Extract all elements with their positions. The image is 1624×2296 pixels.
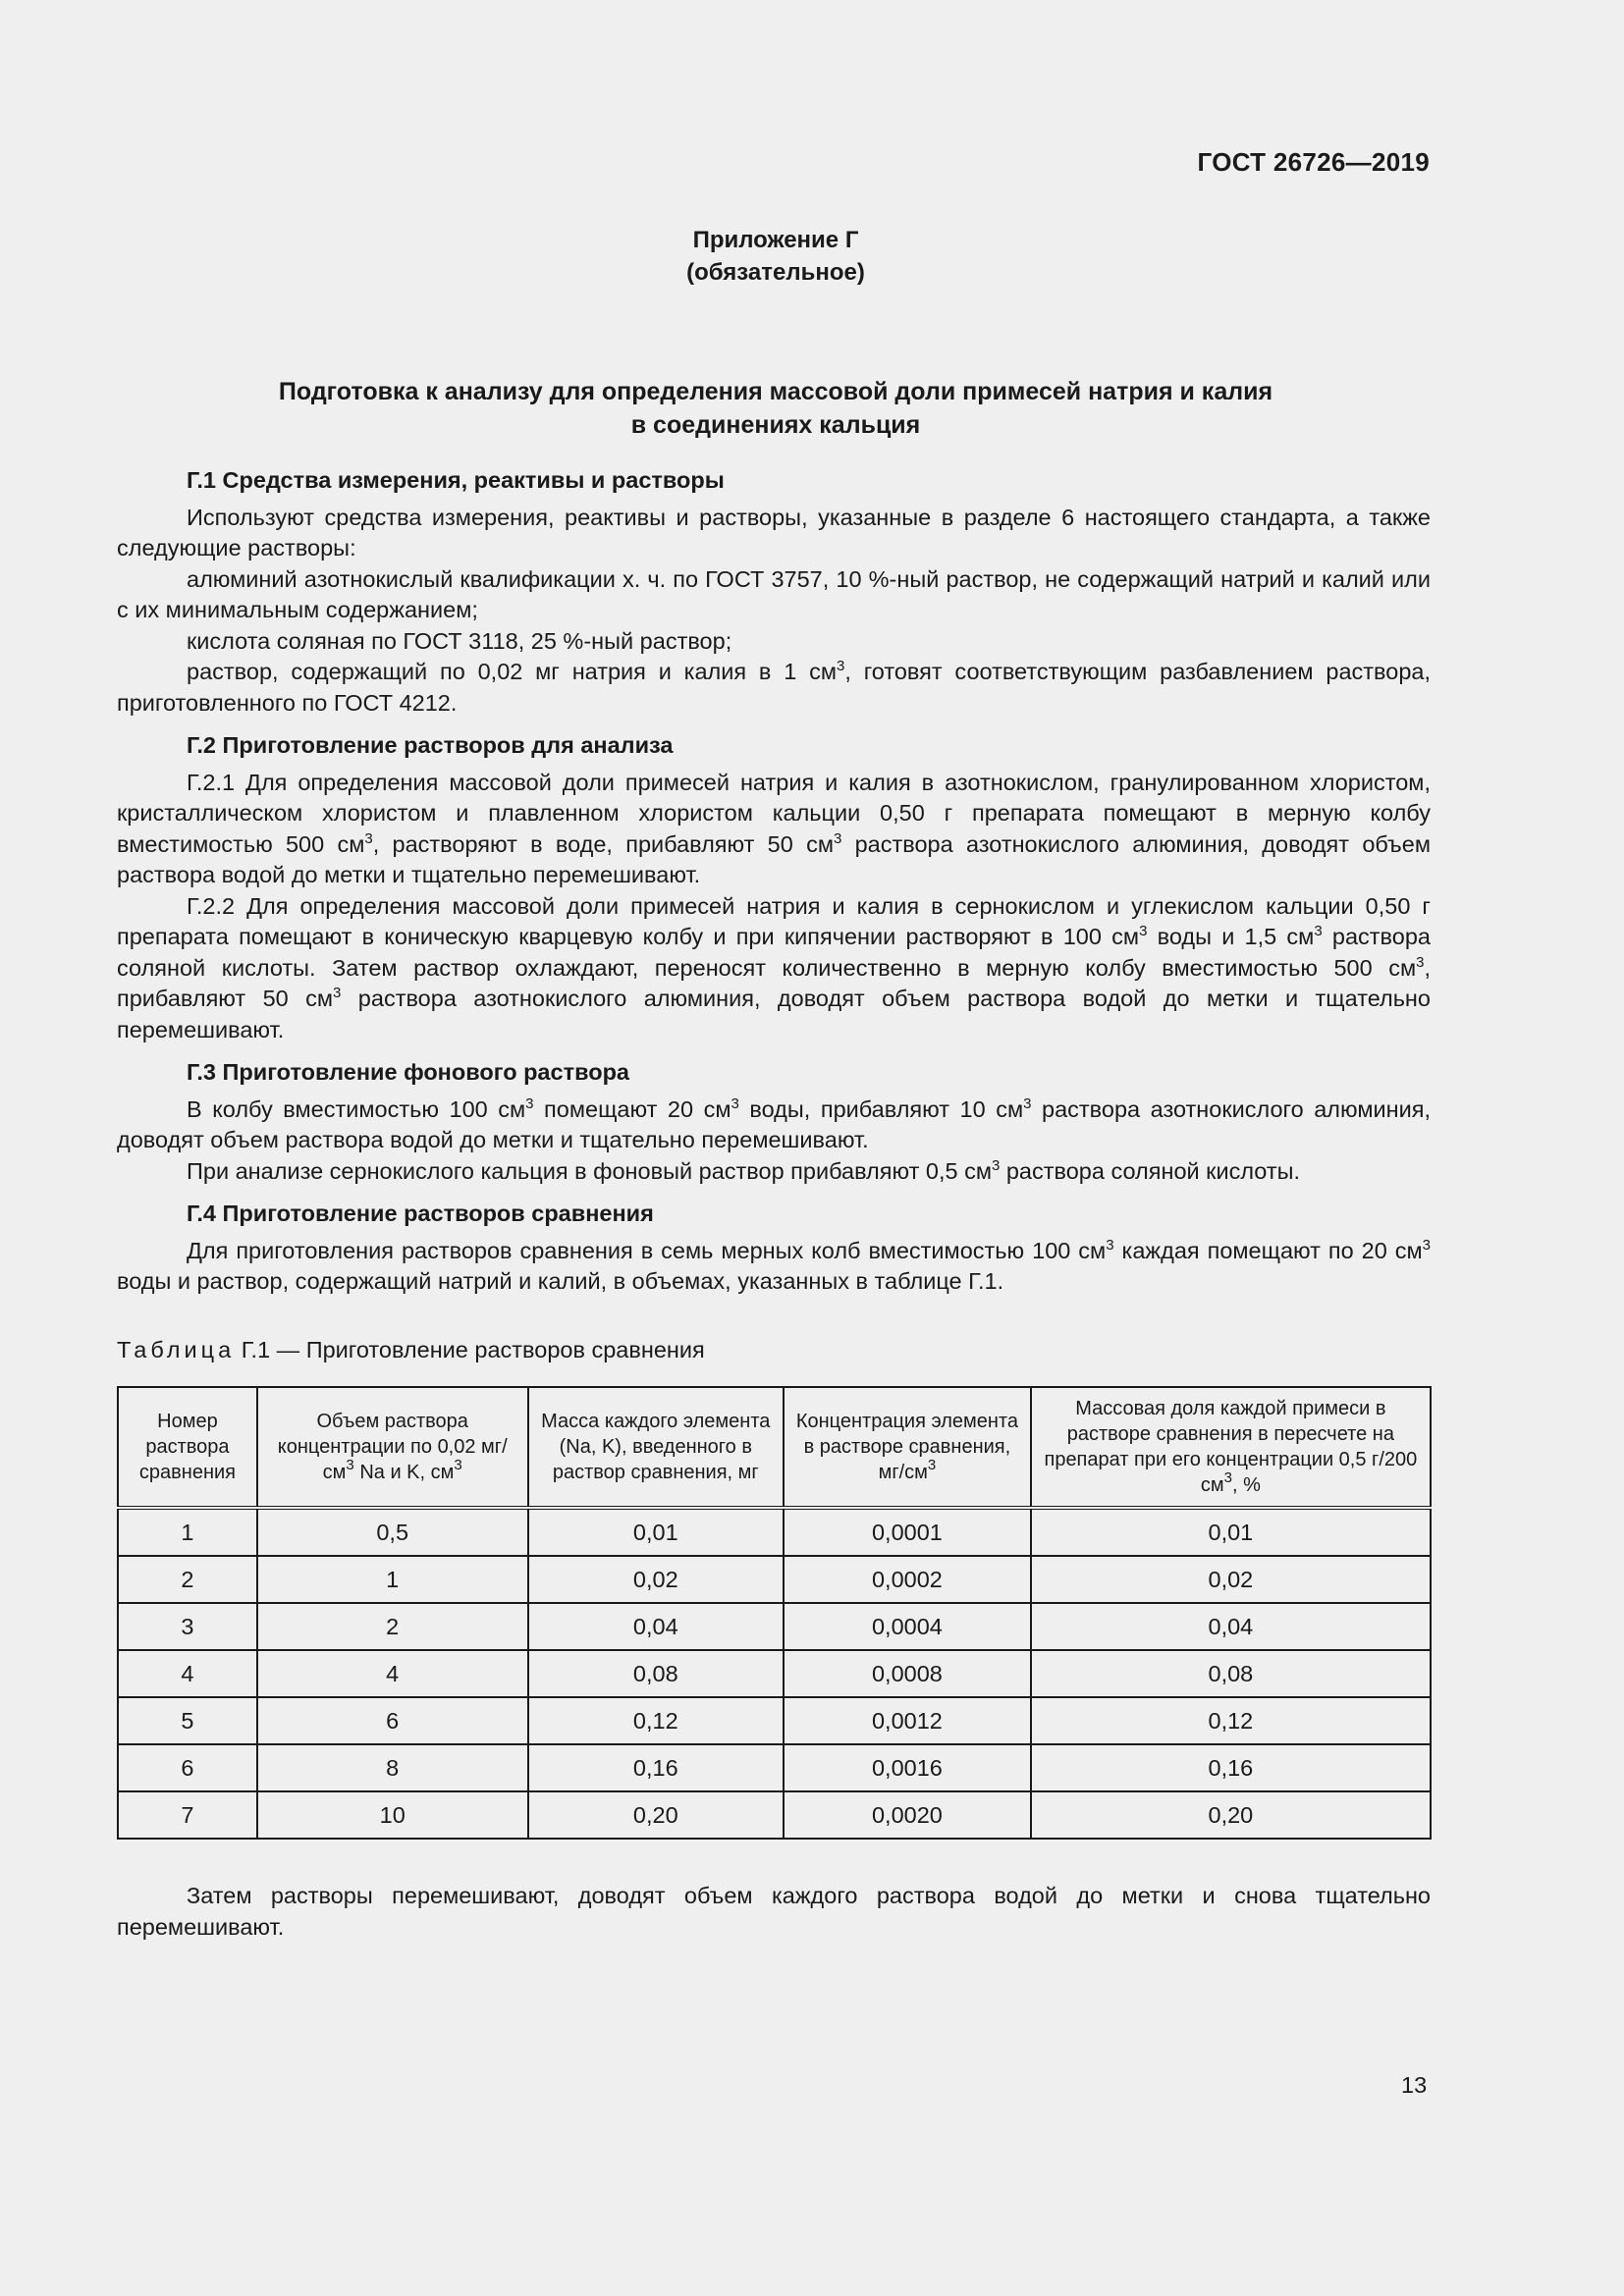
table-cell: 7	[118, 1791, 257, 1839]
text-segment: , прибавляют 50 см	[117, 954, 1431, 1011]
table-cell: 0,08	[1031, 1650, 1431, 1697]
text-segment: воды, прибавляют 10 см	[738, 1095, 1024, 1122]
text-segment: , растворяют в воде, прибавляют 50 см	[372, 830, 834, 857]
table-cell: 0,5	[257, 1508, 528, 1556]
section-title	[0, 375, 1551, 442]
text-segment: Г.2.2 Для определения массовой доли примесей натрия и калия в сернокислом и углекислом кальции 0,50 г препарата помещают в коническую кварцевую колбу и при кипячении растворяют в 100 см	[117, 892, 1431, 949]
header-cell	[118, 1387, 257, 1508]
header-text: Na и K, см	[353, 1462, 455, 1483]
table-cell: 6	[118, 1744, 257, 1791]
reference-solutions-table	[117, 1386, 1432, 1840]
superscript: 3	[454, 1457, 462, 1473]
table-cell: 0,04	[528, 1603, 785, 1650]
superscript: 3	[525, 1095, 534, 1112]
header-cell	[784, 1387, 1031, 1508]
appendix-label: Приложение Г	[692, 227, 859, 253]
text-segment: Для приготовления растворов сравнения в семь мерных колб вместимостью 100 см	[187, 1237, 1107, 1263]
table-cell: 2	[257, 1603, 528, 1650]
superscript: 3	[1023, 1095, 1032, 1112]
text-segment: раствора азотнокислого алюминия, доводят объем раствора водой до метки и тщательно перемешивают.	[117, 986, 1431, 1042]
table-row	[118, 1744, 1431, 1791]
table-cell: 5	[118, 1697, 257, 1744]
heading-g1: Г.1 Средства измерения, реактивы и растворы	[187, 467, 725, 493]
superscript: 3	[364, 829, 373, 847]
header-text: Масса каждого элемента (Na, K), введенного в раствор сравнения, мг	[541, 1411, 771, 1483]
standard-code: ГОСТ 26726—2019	[1197, 147, 1430, 177]
superscript: 3	[1139, 923, 1148, 939]
text-segment: Г.2.1 Для определения массовой доли примесей натрия и калия в азотнокислом, гранулированном хлористом, кристаллическом хлористом и плавленном хлористом кальции 0,50 г препарата помещают в мерную колбу вместимостью 500 см	[117, 769, 1431, 857]
superscript: 3	[1314, 923, 1323, 939]
paragraph	[117, 1095, 1431, 1156]
heading-g2: Г.2 Приготовление растворов для анализа	[187, 732, 674, 758]
text-segment: воды и 1,5 см	[1147, 924, 1315, 949]
title-line-2: в соединениях кальция	[630, 411, 921, 439]
table-cell: 2	[118, 1556, 257, 1603]
superscript: 3	[731, 1095, 739, 1112]
table-cell: 0,0002	[784, 1556, 1031, 1603]
superscript: 3	[837, 658, 845, 674]
page-number: 13	[1401, 2072, 1428, 2098]
table-cell: 4	[257, 1650, 528, 1697]
paragraph: алюминий азотнокислый квалификации х. ч. по ГОСТ 3757, 10 %-ный раствор, не содержащий натрий и калий или с их минимальным содержанием;	[117, 565, 1431, 622]
table-cell: 6	[257, 1697, 528, 1744]
table-row	[118, 1650, 1431, 1697]
paragraph	[117, 891, 1431, 1046]
closing-paragraph: Затем растворы перемешивают, доводят объем каждого раствора водой до метки и снова тщательно перемешивают.	[117, 1883, 1431, 1940]
table-header-row	[118, 1387, 1431, 1508]
heading-g3: Г.3 Приготовление фонового раствора	[187, 1059, 629, 1085]
body-text	[117, 465, 1431, 1298]
text-segment: раствора азотнокислого алюминия, доводят объем раствора водой до метки и тщательно перемешивают.	[117, 830, 1431, 887]
text-segment: раствор, содержащий по 0,02 мг натрия и калия в 1 см	[187, 659, 838, 684]
table-cell: 0,0004	[784, 1603, 1031, 1650]
table-row	[118, 1791, 1431, 1839]
header-text: Массовая доля каждой примеси в растворе сравнения в пересчете на препарат при его концентрации 0,5 г/200 см	[1044, 1398, 1418, 1496]
table-cell: 0,01	[528, 1508, 785, 1556]
table-cell: 0,02	[528, 1556, 785, 1603]
text-segment: При анализе сернокислого кальция в фоновый раствор прибавляют 0,5 см	[187, 1157, 992, 1184]
table-cell: 0,12	[528, 1697, 785, 1744]
table-row	[118, 1697, 1431, 1744]
superscript: 3	[1223, 1469, 1232, 1486]
paragraph	[117, 1156, 1431, 1188]
table-cell: 0,08	[528, 1650, 785, 1697]
text-segment: , готовят соответствующим разбавлением раствора, приготовленного по ГОСТ 4212.	[117, 659, 1431, 716]
superscript: 3	[1416, 953, 1425, 971]
header-text: Номер раствора сравнения	[138, 1411, 236, 1483]
table-cell: 1	[257, 1556, 528, 1603]
superscript: 3	[346, 1457, 354, 1473]
table-cell: 0,0012	[784, 1697, 1031, 1744]
header-text: Концентрация элемента в растворе сравнения, мг/см	[795, 1411, 1018, 1483]
table-cell: 0,04	[1031, 1603, 1431, 1650]
header-text: , %	[1231, 1474, 1261, 1496]
table-cell: 0,01	[1031, 1508, 1431, 1556]
table-cell: 0,0001	[784, 1508, 1031, 1556]
table-cell: 0,20	[1031, 1791, 1431, 1839]
appendix-heading	[0, 224, 1551, 289]
superscript: 3	[333, 985, 342, 1001]
table-cell: 1	[118, 1508, 257, 1556]
paragraph	[117, 1236, 1431, 1298]
header-cell	[528, 1387, 785, 1508]
table-cell: 10	[257, 1791, 528, 1839]
table-cell: 0,16	[528, 1744, 785, 1791]
table-cell: 0,12	[1031, 1697, 1431, 1744]
superscript: 3	[927, 1457, 937, 1473]
header-text: Объем раствора концентрации по 0,02 мг/см	[277, 1411, 508, 1483]
paragraph	[117, 657, 1431, 719]
text-segment: воды и раствор, содержащий натрий и калий, в объемах, указанных в таблице Г.1.	[117, 1268, 1004, 1294]
header-cell	[257, 1387, 528, 1508]
table-row	[118, 1508, 1431, 1556]
table-cell: 3	[118, 1603, 257, 1650]
table-cell: 0,02	[1031, 1556, 1431, 1603]
paragraph	[117, 768, 1431, 891]
table-row	[118, 1603, 1431, 1650]
superscript: 3	[1422, 1236, 1431, 1254]
table-cell: 8	[257, 1744, 528, 1791]
appendix-status: (обязательное)	[686, 259, 865, 286]
table-row	[118, 1556, 1431, 1603]
superscript: 3	[1106, 1236, 1114, 1254]
text-segment: раствора азотнокислого алюминия, доводят объем раствора водой до метки и тщательно перемешивают.	[117, 1095, 1431, 1152]
superscript: 3	[991, 1156, 1001, 1174]
text-segment: раствора соляной кислоты.	[1000, 1157, 1301, 1184]
table-cell: 4	[118, 1650, 257, 1697]
text-segment: раствора соляной кислоты. Затем раствор охлаждают, переносят количественно в мерную колбу вместимостью 500 см	[117, 924, 1431, 981]
table-cell: 0,20	[528, 1791, 785, 1839]
table-cell: 0,0008	[784, 1650, 1031, 1697]
header-cell	[1031, 1387, 1431, 1508]
title-line-1: Подготовка к анализу для определения массовой доли примесей натрия и калия	[278, 378, 1273, 405]
heading-g4: Г.4 Приготовление растворов сравнения	[187, 1201, 654, 1226]
table-cell: 0,0020	[784, 1791, 1031, 1839]
text-segment: помещают 20 см	[533, 1095, 731, 1122]
paragraph: Используют средства измерения, реактивы и растворы, указанные в разделе 6 настоящего стандарта, а также следующие растворы:	[117, 504, 1431, 561]
table-caption	[117, 1337, 705, 1363]
superscript: 3	[833, 829, 842, 847]
text-segment: каждая помещают по 20 см	[1113, 1237, 1423, 1263]
table-cell: 0,16	[1031, 1744, 1431, 1791]
table-cell: 0,0016	[784, 1744, 1031, 1791]
caption-text: Г.1 — Приготовление растворов сравнения	[241, 1337, 705, 1362]
caption-label: Таблица	[117, 1337, 236, 1362]
text-segment: В колбу вместимостью 100 см	[187, 1095, 526, 1122]
paragraph: кислота соляная по ГОСТ 3118, 25 %-ный раствор;	[187, 627, 732, 654]
